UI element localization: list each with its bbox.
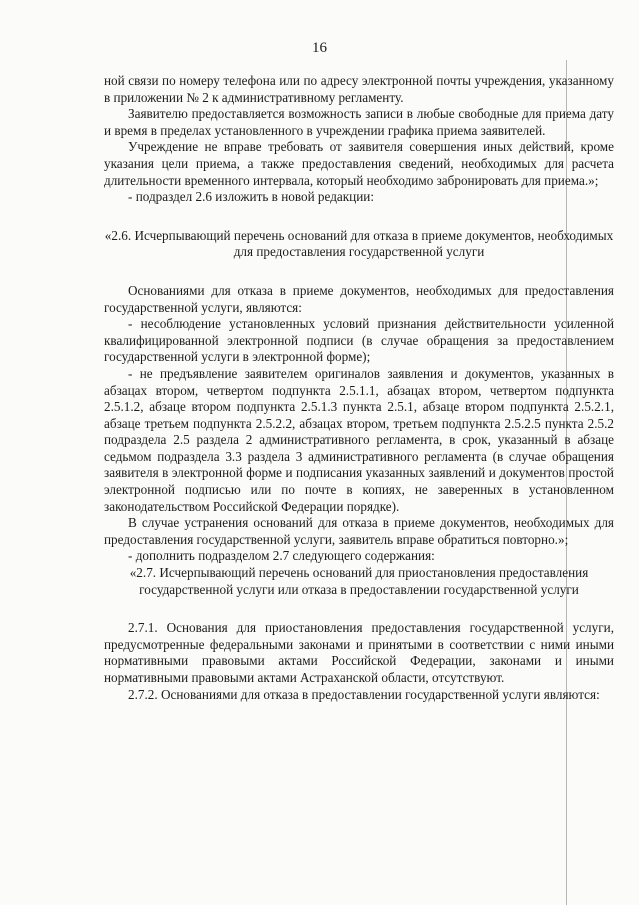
spacer (104, 206, 614, 228)
paragraph: 2.7.2. Основаниями для отказа в предоставлении государственной услуги являются: (128, 686, 600, 702)
document-body (104, 73, 614, 703)
paragraph: ной связи по номеру телефона или по адресу электронной почты учреждения, указанному в приложении № 2 к административному регламенту. (104, 73, 614, 105)
paragraph: Учреждение не вправе требовать от заявителя совершения иных действий, кроме указания цели приема, а также предоставления сведений, необходимых для расчета длительности временного интервала, который необходимо забронировать для приема.»; (104, 139, 614, 188)
paragraph: - несоблюдение установленных условий признания действительности усиленной квалифицированной электронной подписи (в случае обращения за предоставлением государственной услуги в электронной форме); (104, 316, 614, 365)
paragraph: - подраздел 2.6 изложить в новой редакции: (128, 189, 375, 205)
paragraph: Заявителю предоставляется возможность записи в любые свободные для приема дату и время в пределах установленного в учреждении графика приема заявителей. (104, 106, 614, 138)
section-heading: «2.6. Исчерпывающий перечень оснований для отказа в приеме документов, необходимых для предоставления государственной услуги (104, 227, 614, 260)
paragraph: 2.7.1. Основания для приостановления предоставления государственной услуги, предусмотренные федеральными законами и принятыми в соответствии с ними иными нормативными правовыми актами Российской Федерации, законами и иными нормативными правовыми актами Астраханской области, отсутствуют. (104, 620, 614, 685)
spacer (104, 598, 614, 620)
paragraph: - дополнить подразделом 2.7 следующего содержания: (128, 548, 435, 564)
paragraph: В случае устранения оснований для отказа в приеме документов, необходимых для предоставления государственной услуги, заявитель вправе обратиться повторно.»; (104, 515, 614, 547)
paragraph: - не предъявление заявителем оригиналов заявления и документов, указанных в абзацах втором, четвертом подпункта 2.5.1.1, абзацах втором, четвертом подпункта 2.5.1.2, абзаце втором подпункта 2.5.1.3 пункта 2.5.1, абзаце втором подпункта 2.5.2.1, абзаце третьем подпункта 2.5.2.2, абзацах втором, третьем подпункта 2.5.2.5 пункта 2.5.2 подраздела 2.5 раздела 2 административного регламента, в срок, указанный в абзаце седьмом подраздела 3.3 раздела 3 административного регламента (в случае обращения заявителя в электронной форме и подписания указанных заявлений и документов простой электронной подписью или по почте в копиях, не заверенных в установленном законодательством Российской Федерации порядке). (104, 365, 614, 514)
section-heading: «2.7. Исчерпывающий перечень оснований для приостановления предоставления государственной услуги или отказа в предоставлении государственной услуги (129, 565, 589, 597)
spacer (104, 261, 614, 283)
paragraph: Основаниями для отказа в приеме документов, необходимых для предоставления государственной услуги, являются: (104, 282, 614, 315)
page-number: 16 (312, 40, 327, 56)
